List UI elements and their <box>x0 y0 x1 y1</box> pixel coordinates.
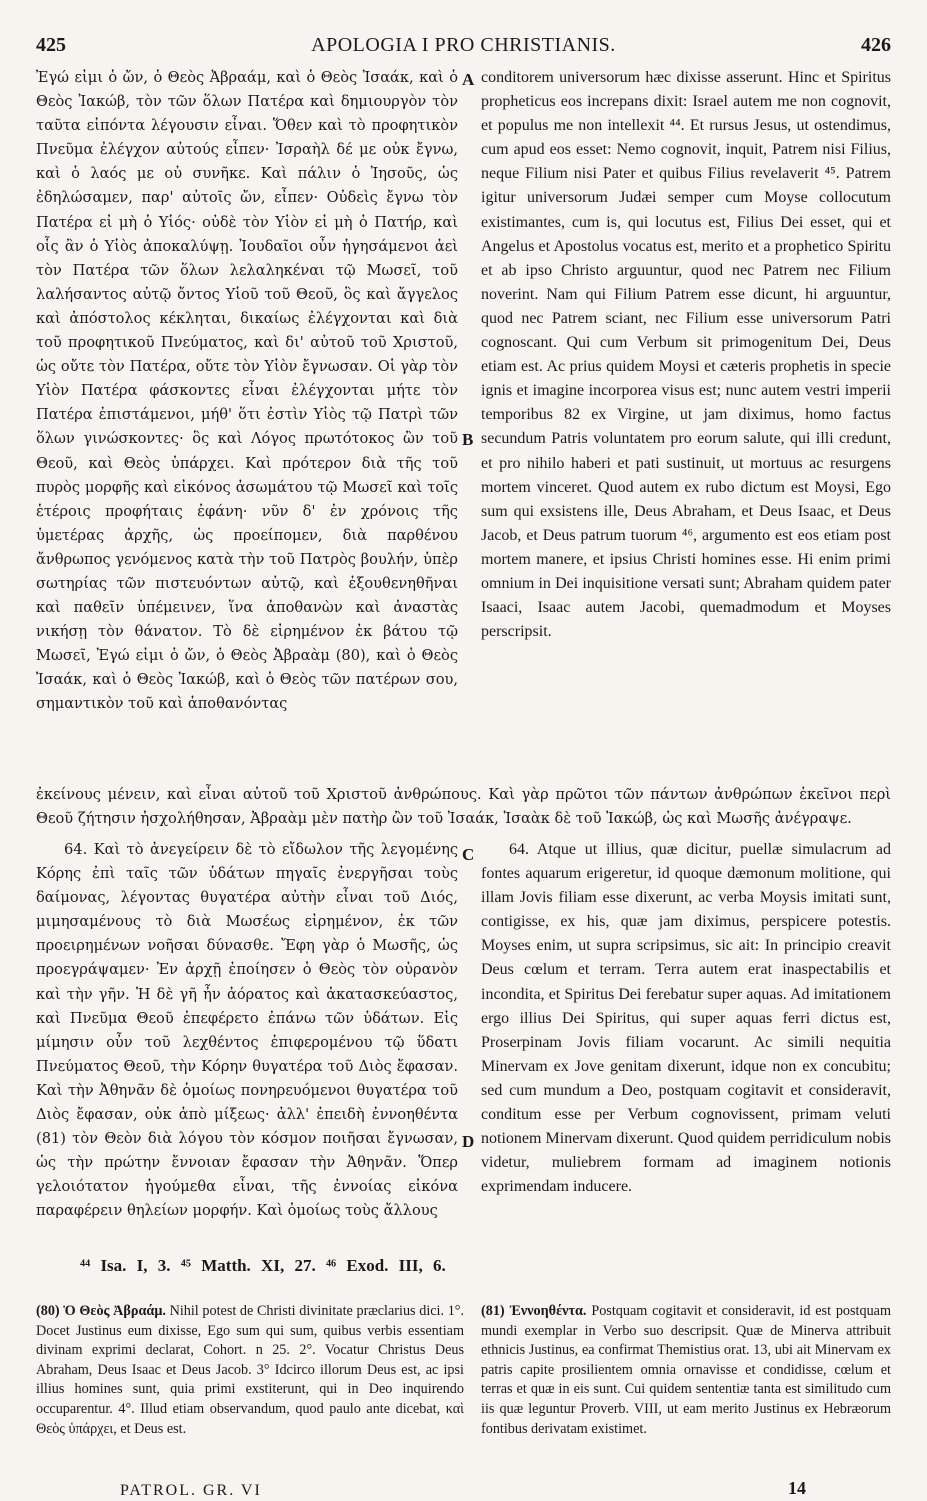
note-80 <box>36 1302 464 1439</box>
note-81-body: Postquam cogitavit et consideravit, id est postquam mundi exemplar in Verbo suo descripsit. Quæ de Minerva attribuit ethnicis Justinus, ea confirmat Themistius orat. 13, ubi ait Minervam ex patris capite prosilientem omnia ornavisse et condidisse, cœlum et terras et quæ in eis sunt. Cui quidem sententiæ tanta est similitudo cum iis quæ leguntur Proverb. VIII, ut eam merito Justinus ex Hebræorum fontibus derivatam existimet. <box>481 1303 892 1437</box>
page-number-left: 425 <box>36 34 66 56</box>
margin-marker-a: A <box>462 70 475 89</box>
scripture-footnotes: ⁴⁴ Isa. I, 3. ⁴⁵ Matth. XI, 27. ⁴⁶ Exod. III, 6. <box>80 1256 446 1275</box>
note-81 <box>481 1302 891 1439</box>
page-number-right: 426 <box>861 34 891 56</box>
note-81-head: (81) Ἐννοηθέντα. <box>481 1303 587 1319</box>
note-80-body: Nihil potest de Christi divinitate præclarius dici. 1°. Docet Justinus eum dixisse, Ego sum qui sum, quibus verbis essentiam divinam exprimi declarat, Cohort. n 25. 2°. Vocatur Christus Deus Abraham, Deus Isaac et Deus Jacob. 3° Idcirco illorum Deus est, ac ipsi illius homines sunt, quia primi exstiterunt, qui in Deo inquirendo occuparentur. 4°. Illud etiam observandum, quod paulo ante dicebat, καὶ Θεὸς ὑπάρχει, et Deus est. <box>36 1303 465 1437</box>
signature-mark: PATROL. GR. VI <box>120 1482 262 1499</box>
running-title: APOLOGIA I PRO CHRISTIANIS. <box>311 34 616 56</box>
latin-column-top <box>481 66 891 644</box>
margin-marker-d: D <box>462 1132 475 1151</box>
latin-column-64 <box>481 838 891 1199</box>
latin-text-64: 64. Atque ut illius, quæ dicitur, puellæ simulacrum ad fontes aquarum erigeretur, id quoque dæmonum molitione, qui illam Jovis filiam esse dixerunt, ac verba Moysis imitati sunt, contigisse, ex his, quæ jam diximus, perspicere potestis. Moyses enim, ut supra scripsimus, sic ait: In principio creavit Deus cœlum et terram. Terra autem erat inaspectabilis et incondita, et Spiritus Dei ferebatur super aquas. Ad imitationem ergo illius Dei Spiritus, qui super aquas ferri dictus est, Proserpinam Jovis filiam vocarunt. Ac simili nequitia Minervam ex Jove genitam dixerunt, idque non ex concubitu; sed cum mundum a Deo, postquam cogitavit et consideravit, conditum esse per Verbum cognovissent, primam veluti notionem Minervam dixerunt. Quod quidem perridiculum nobis videtur, muliebrem formam ad imaginem notionis exprimendam inducere. <box>481 841 891 1196</box>
greek-column-64 <box>36 838 458 1224</box>
page-header <box>36 34 891 64</box>
greek-column-top <box>36 66 458 717</box>
greek-text-64: 64. Καὶ τὸ ἀνεγείρειν δὲ τὸ εἴδωλον τῆς λεγομένης Κόρης ἐπὶ ταῖς τῶν ὑδάτων πηγαῖς ἐνεργῆσαι τοὺς δαίμονας, λέγοντας θυγατέρα αὐτὴν εἶναι τοῦ Διός, μιμησαμένους τὸ διὰ Μωσέως εἰρημένον, ἐκ τῶν προειρημένων νοῆσαι δύνασθε. Ἔφη γὰρ ὁ Μωσῆς, ὡς προεγράψαμεν· Ἐν ἀρχῇ ἐποίησεν ὁ Θεὸς τὸν οὐρανὸν καὶ τὴν γῆν. Ἡ δὲ γῆ ἦν ἀόρατος καὶ ἀκατασκεύαστος, καὶ Πνεῦμα Θεοῦ ἐπεφέρετο ἐπάνω τῶν ὑδάτων. Εἰς μίμησιν οὖν τοῦ λεχθέντος ἐπιφερομένου τῷ ὕδατι Πνεύματος Θεοῦ, τὴν Κόρην θυγατέρα τοῦ Διὸς ἔφασαν. Καὶ τὴν Ἀθηνᾶν δὲ ὁμοίως πονηρευόμενοι θυγατέρα τοῦ Διὸς ἔφασαν, οὐκ ἀπὸ μίξεως· ἀλλ' ἐπειδὴ ἐννοηθέντα (81) τὸν Θεὸν διὰ λόγου τὸν κόσμον ποιῆσαι ἔγνωσαν, ὡς τὴν πρώτην ἔννοιαν ἔφασαν τὴν Ἀθηνᾶν. Ὅπερ γελοιότατον ἡγούμεθα εἶναι, τῆς ἐννοίας εἰκόνα παραφέρειν θηλείων μορφήν. Καὶ ὁμοίως τοὺς ἄλλους <box>36 841 458 1220</box>
greek-text-full: ἐκείνους μένειν, καὶ εἶναι αὐτοῦ τοῦ Χριστοῦ ἀνθρώπους. Καὶ γὰρ πρῶτοι τῶν πάντων ἀνθρώπων ἐκεῖνοι περὶ Θεοῦ ζήτησιν ἠσχολήθησαν, Ἀβραὰμ μὲν πατὴρ ὢν τοῦ Ἰσαάκ, Ἰσαὰκ δὲ τοῦ Ἰακώβ, ὡς καὶ Μωσῆς ἀνέγραψε. <box>36 785 891 827</box>
greek-full-width-text <box>36 768 891 845</box>
greek-text-top: Ἐγώ εἰμι ὁ ὤν, ὁ Θεὸς Ἀβραάμ, καὶ ὁ Θεὸς Ἰσαάκ, καὶ ὁ Θεὸς Ἰακώβ, τὸν τῶν ὅλων Πατέρα καὶ δημιουργὸν τὸν ταῦτα εἰπόντα λέγουσιν εἶναι. Ὅθεν καὶ τὸ προφητικὸν Πνεῦμα ἐλέγχον αὐτούς εἶπεν· Ἰσραὴλ δέ με οὐκ ἔγνω, καὶ ὁ λαός με οὐ συνῆκε. Καὶ πάλιν ὁ Ἰησοῦς, ὡς ἐδηλώσαμεν, παρ' αὐτοῖς ὤν, εἶπεν· Οὐδεὶς ἔγνω τὸν Πατέρα εἰ μὴ ὁ Υἱός· οὐδὲ τὸν Υἱὸν εἰ μὴ ὁ Πατήρ, καὶ οἷς ἂν ὁ Υἱὸς ἀποκαλύψῃ. Ἰουδαῖοι οὖν ἡγησάμενοι ἀεὶ τὸν Πατέρα τῶν ὅλων λελαληκέναι τῷ Μωσεῖ, τοῦ λαλήσαντος αὐτῷ ὄντος Υἱοῦ τοῦ Θεοῦ, ὃς καὶ ἄγγελος καὶ ἀπόστολος κέκληται, δικαίως ἐλέγχονται καὶ διὰ τοῦ προφητικοῦ Πνεύματος, καὶ δι' αὐτοῦ τοῦ Χριστοῦ, ὡς οὔτε τὸν Πατέρα, οὔτε τὸν Υἱὸν ἔγνωσαν. Οἱ γὰρ τὸν Υἱὸν Πατέρα φάσκοντες εἶναι ἐλέγχονται μήτε τὸν Πατέρα ἐπιστάμενοι, μήθ' ὅτι ἐστὶν Υἱὸς τῷ Πατρὶ τῶν ὅλων γινώσκοντες· ὃς καὶ Λόγος πρωτότοκος ὢν τοῦ Θεοῦ, καὶ Θεὸς ὑπάρχει. Καὶ πρότερον διὰ τῆς τοῦ πυρὸς μορφῆς καὶ εἰκόνος ἀσωμάτου τῷ Μωσεῖ καὶ τοῖς ἑτέροις προφήταις ἐφάνη· νῦν δ' ἐν χρόνοις τῆς ὑμετέρας ἀρχῆς, ὡς προείπομεν, διὰ παρθένου ἄνθρωπος γενόμενος κατὰ τὴν τοῦ Πατρὸς βουλήν, ὑπὲρ σωτηρίας τῶν πιστευόντων αὐτῷ, καὶ ἐξουθενηθῆναι καὶ παθεῖν ὑπέμεινεν, ἵνα ἀποθανὼν καὶ ἀναστὰς νικήσῃ τὸν θάνατον. Τὸ δὲ εἰρημένον ἐκ βάτου τῷ Μωσεῖ, Ἐγώ εἰμι ὁ ὤν, ὁ Θεὸς Ἀβραὰμ (80), καὶ ὁ Θεὸς Ἰσαάκ, καὶ ὁ Θεὸς Ἰακώβ, καὶ ὁ Θεὸς τῶν πατέρων σου, σημαντικὸν τοῦ καὶ ἀποθανόντας <box>36 69 458 713</box>
latin-text-top: conditorem universorum hæc dixisse asserunt. Hinc et Spiritus propheticus eos increpans dixit: Israel autem me non cognovit, et populus me non intellexit ⁴⁴. Et rursus Jesus, ut ostendimus, cum apud eos esset: Nemo cognovit, inquit, Patrem nisi Filius, neque Filium nisi Pater et quibus Filius revelaverit ⁴⁵. Patrem igitur universorum Judæi semper cum Moyse collocutum existimantes, cum is, qui locutus est, Filius Dei esset, qui et Angelus et Apostolus vocatus est, merito et a prophetico Spiritu et ab ipso Christo arguuntur, quod nec Patrem nec Filium noverint. Nam qui Filium Patrem esse dicunt, hi arguuntur, quod nec Patrem sciant, nec Filium esse universorum Patri cognoscant. Qui cum Verbum sit primogenitum Dei, Deus etiam est. Ac prius quidem Moysi et cæteris prophetis in specie ignis et imagine incorporea visus est; nunc autem vestri imperii temporibus 82 ex Virgine, ut jam diximus, homo factus secundum Patris voluntatem pro eorum salute, qui illi credunt, et pro nihilo haberi et pati sustinuit, ut mortuus ac resurgens mortem vinceret. Quod autem ex rubo dictum est Moysi, Ego sum qui exsistens ille, Deus Abraham, et Deus Isaac, et Deus Jacob, et Deus patrum tuorum ⁴⁶, argumento est eos etiam post mortem manere, et ipsius Christi homines esse. Hi enim primi omnium in Dei inquisitione versati sunt; Abraham quidem pater Isaaci, Isaac autem Jacobi, quemadmodum et Moyses perscripsit. <box>481 69 891 641</box>
margin-marker-b: B <box>462 430 474 449</box>
margin-marker-c: C <box>462 845 475 864</box>
note-80-head: (80) Ὁ Θεὸς Ἀβραάμ. <box>36 1303 166 1319</box>
signature-number: 14 <box>788 1478 806 1498</box>
